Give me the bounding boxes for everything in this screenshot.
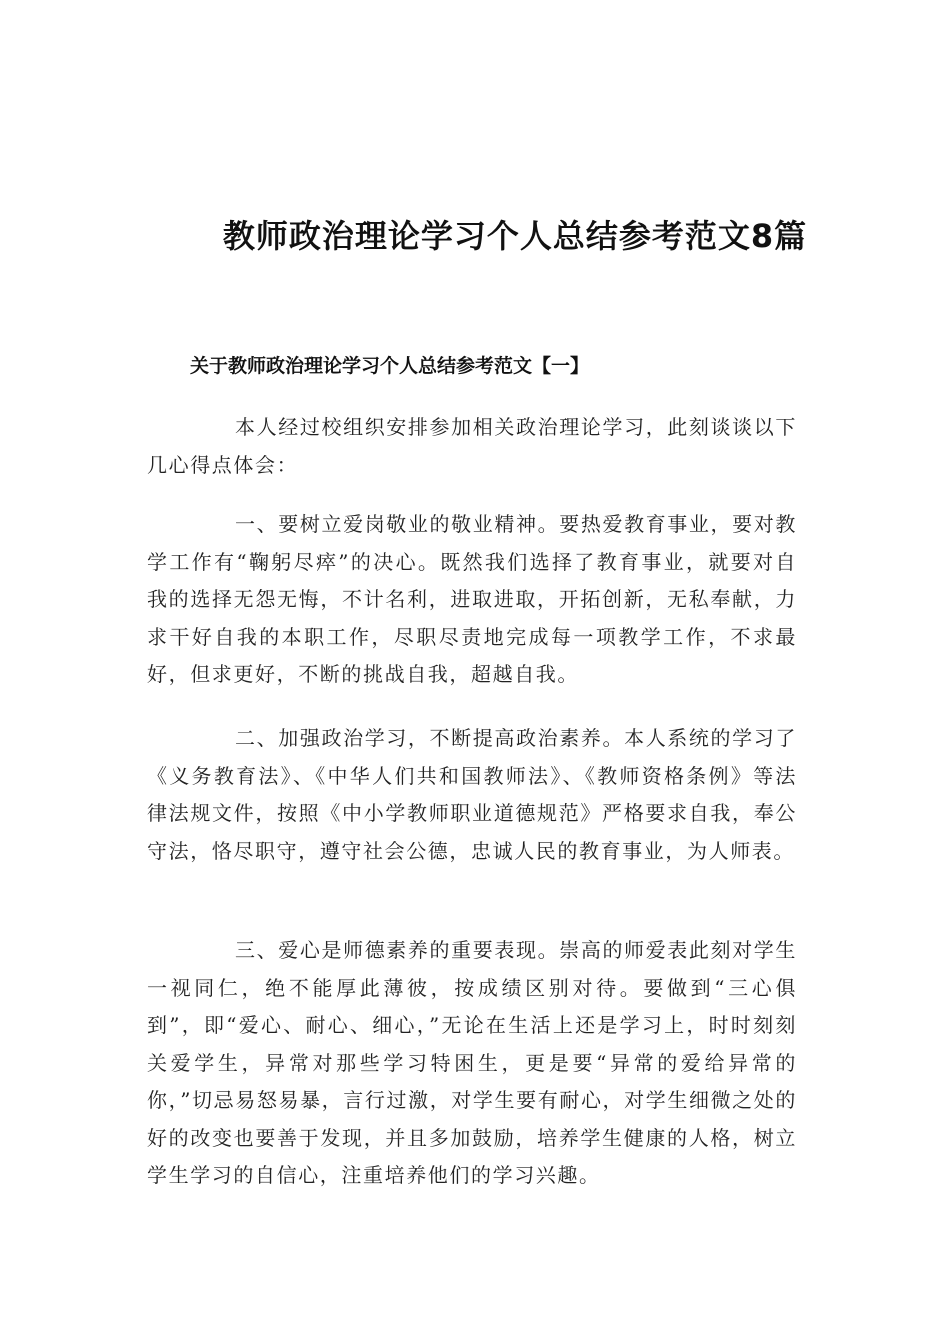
paragraph-point-three: 三、爱心是师德素养的重要表现。崇高的师爱表此刻对学生一视同仁，绝不能厚此薄彼，按成绩区别对待。要做到“三心俱到”，即“爱心、耐心、细心，”无论在生活上还是学习上，时时刻刻关爱学生，异常对那些学习特困生，更是要“异常的爱给异常的你，”切忌易怒易暴，言行过激，对学生要有耐心，对学生细微之处的好的改变也要善于发现，并且多加鼓励，培养学生健康的人格，树立学生学习的自信心，注重培养他们的学习兴趣。 — [147, 938, 797, 1187]
document-title: 教师政治理论学习个人总结参考范文8篇 — [222, 217, 808, 255]
paragraph-point-one: 一、要树立爱岗敬业的敬业精神。要热爱教育事业，要对教学工作有“鞠躬尽瘁”的决心。既然我们选择了教育事业，就要对自我的选择无怨无悔，不计名利，进取进取，开拓创新，无私奉献，力求干好自我的本职工作，尽职尽责地完成每一项教学工作，不求最好，但求更好，不断的挑战自我，超越自我。 — [147, 512, 797, 686]
paragraph-intro: 本人经过校组织安排参加相关政治理论学习，此刻谈谈以下几心得点体会： — [147, 415, 797, 477]
paragraph-point-two: 二、加强政治学习，不断提高政治素养。本人系统的学习了《义务教育法》、《中华人们共和国教师法》、《教师资格条例》等法律法规文件，按照《中小学教师职业道德规范》严格要求自我，奉公守法，恪尽职守，遵守社会公德，忠诚人民的教育事业，为人师表。 — [147, 726, 797, 863]
section-heading: 关于教师政治理论学习个人总结参考范文【一】 — [190, 355, 590, 377]
